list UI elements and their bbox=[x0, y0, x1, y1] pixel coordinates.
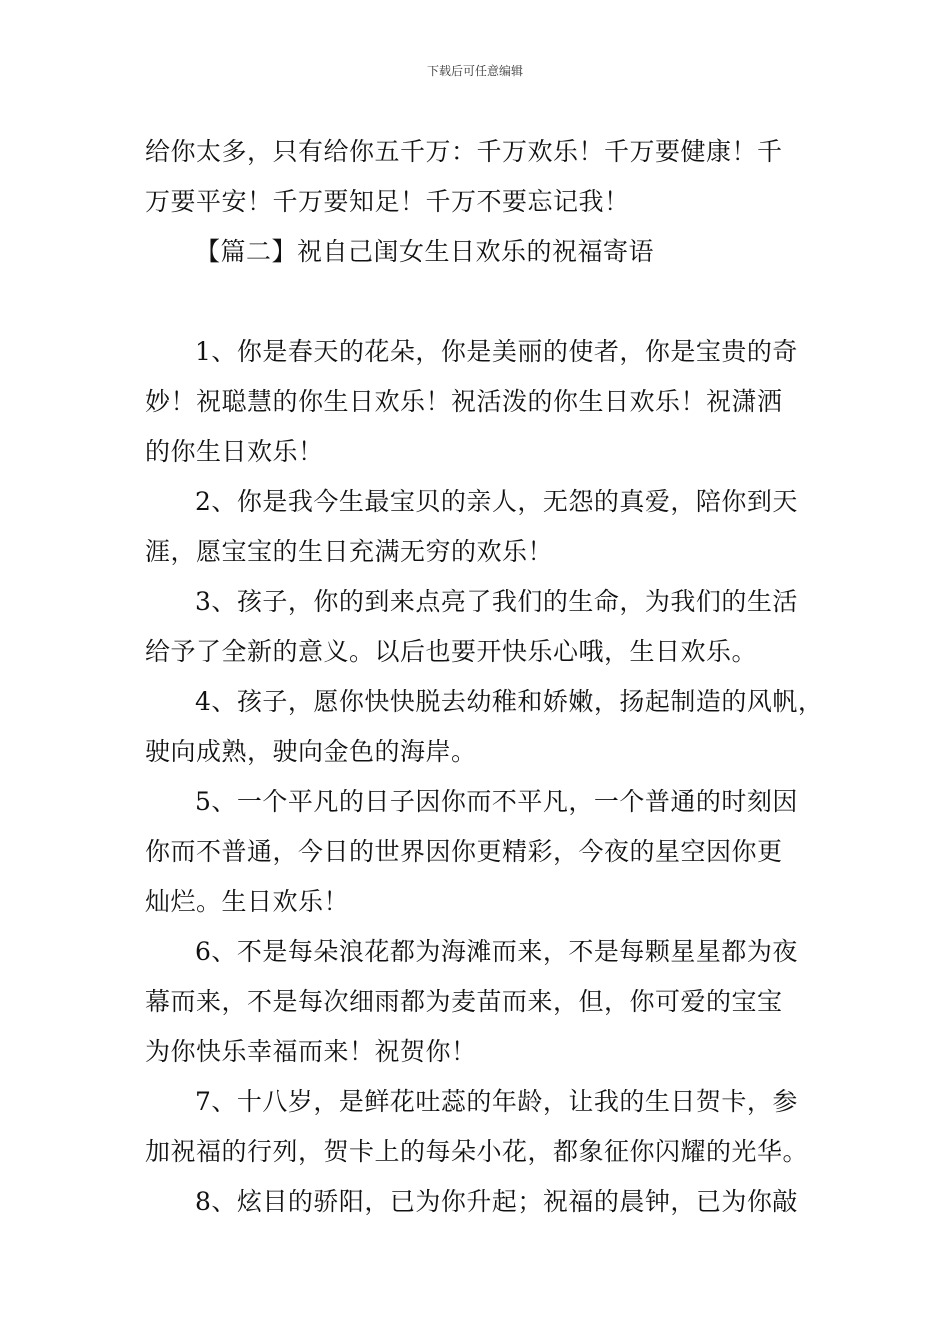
text-line: 加祝福的行列，贺卡上的每朵小花，都象征你闪耀的光华。 bbox=[145, 1137, 809, 1166]
spacer bbox=[145, 277, 815, 327]
text-line: 涯，愿宝宝的生日充满无穷的欢乐！ bbox=[145, 537, 554, 566]
text-line: 8、炫目的骄阳，已为你升起；祝福的晨钟，已为你敲 bbox=[195, 1187, 798, 1216]
text-line: 幕而来，不是每次细雨都为麦苗而来，但，你可爱的宝宝 bbox=[145, 987, 783, 1016]
text-line: 7、十八岁，是鲜花吐蕊的年龄，让我的生日贺卡，参 bbox=[195, 1087, 798, 1116]
text-line: 灿烂。生日欢乐！ bbox=[145, 887, 350, 916]
text-line: 2、你是我今生最宝贝的亲人，无怨的真爱，陪你到天 bbox=[195, 487, 798, 516]
document-body bbox=[145, 127, 824, 1227]
text-line: 你而不普通，今日的世界因你更精彩，今夜的星空因你更 bbox=[145, 837, 783, 866]
text-line: 5、一个平凡的日子因你而不平凡，一个普通的时刻因 bbox=[195, 787, 798, 816]
text-line: 为你快乐幸福而来！祝贺你！ bbox=[145, 1037, 477, 1066]
text-line: 给予了全新的意义。以后也要开快乐心哦，生日欢乐。 bbox=[145, 637, 758, 666]
text-line: 4、孩子，愿你快快脱去幼稚和娇嫩，扬起制造的风帆， bbox=[195, 687, 824, 716]
section-heading: 【篇二】祝自己闺女生日欢乐的祝福寄语 bbox=[195, 237, 655, 266]
text-line: 妙！祝聪慧的你生日欢乐！祝活泼的你生日欢乐！祝潇洒 bbox=[145, 387, 783, 416]
text-line: 驶向成熟，驶向金色的海岸。 bbox=[145, 737, 477, 766]
text-line: 3、孩子，你的到来点亮了我们的生命，为我们的生活 bbox=[195, 587, 798, 616]
text-line: 1、你是春天的花朵，你是美丽的使者，你是宝贵的奇 bbox=[195, 337, 798, 366]
text-line: 的你生日欢乐！ bbox=[145, 437, 324, 466]
text-line: 给你太多，只有给你五千万：千万欢乐！千万要健康！千 bbox=[145, 137, 783, 166]
text-line: 6、不是每朵浪花都为海滩而来，不是每颗星星都为夜 bbox=[195, 937, 798, 966]
page-header: 下载后可任意编辑 bbox=[426, 64, 523, 78]
text-line: 万要平安！千万要知足！千万不要忘记我！ bbox=[145, 187, 630, 216]
